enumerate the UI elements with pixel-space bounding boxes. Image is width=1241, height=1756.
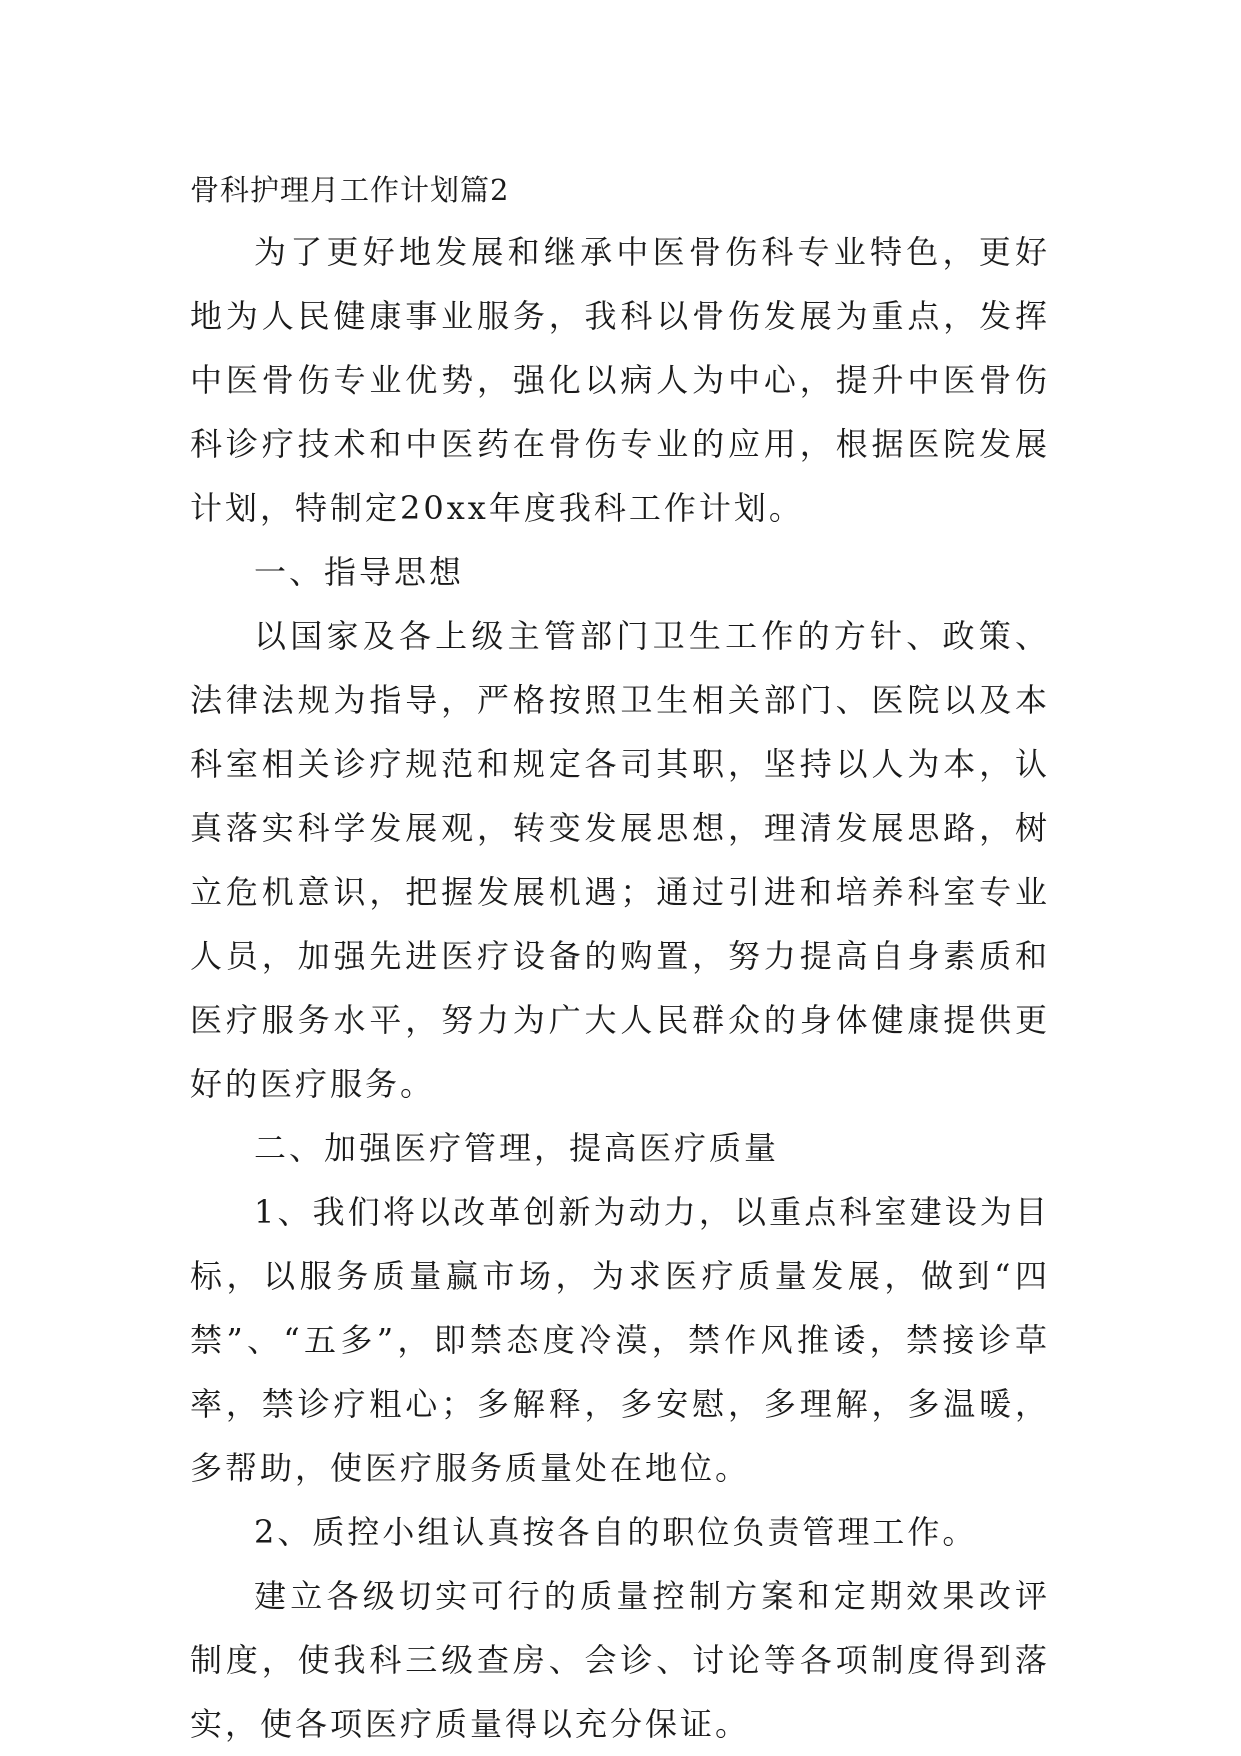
list-item-2: 2、质控小组认真按各自的职位负责管理工作。 [254, 1513, 978, 1551]
section-heading-medical-management: 二、加强医疗管理，提高医疗质量 [254, 1129, 780, 1167]
section-heading-guiding-thought: 一、指导思想 [254, 553, 465, 591]
quality-control-paragraph: 建立各级切实可行的质量控制方案和定期效果改评制度，使我科三级查房、会诊、讨论等各项制度得到落实，使各项医疗质量得以充分保证。 [190, 1577, 1050, 1743]
document-title: 骨科护理月工作计划篇2 [190, 173, 510, 207]
document-body [190, 160, 1050, 1756]
intro-paragraph: 为了更好地发展和继承中医骨伤科专业特色，更好地为人民健康事业服务，我科以骨伤发展为重点，发挥中医骨伤专业优势，强化以病人为中心，提升中医骨伤科诊疗技术和中医药在骨伤专业的应用，根据医院发展计划，特制定20xx年度我科工作计划。 [190, 233, 1050, 527]
list-item-1: 1、我们将以改革创新为动力，以重点科室建设为目标，以服务质量赢市场，为求医疗质量发展，做到“四禁”、“五多”，即禁态度冷漠，禁作风推诿，禁接诊草率，禁诊疗粗心；多解释，多安慰，多理解，多温暖，多帮助，使医疗服务质量处在地位。 [190, 1193, 1050, 1487]
guiding-thought-paragraph: 以国家及各上级主管部门卫生工作的方针、政策、法律法规为指导，严格按照卫生相关部门、医院以及本科室相关诊疗规范和规定各司其职，坚持以人为本，认真落实科学发展观，转变发展思想，理清发展思路，树立危机意识，把握发展机遇；通过引进和培养科室专业人员，加强先进医疗设备的购置，努力提高自身素质和医疗服务水平，努力为广大人民群众的身体健康提供更好的医疗服务。 [190, 617, 1050, 1103]
